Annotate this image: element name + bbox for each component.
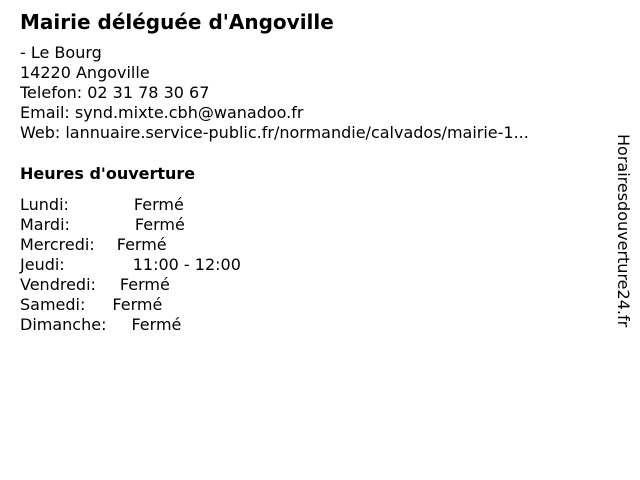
site-brand-vertical: Horairesdouverture24.fr xyxy=(614,134,633,328)
hours-value: Fermé xyxy=(112,295,163,314)
email-line[interactable]: Email: synd.mixte.cbh@wanadoo.fr xyxy=(20,103,304,122)
opening-hours-list xyxy=(20,195,241,335)
page-title: Mairie déléguée d'Angoville xyxy=(20,10,334,34)
phone-line[interactable]: Telefon: 02 31 78 30 67 xyxy=(20,83,210,102)
hours-row-thursday xyxy=(20,255,241,275)
hours-row-friday xyxy=(20,275,241,295)
hours-value: Fermé xyxy=(131,315,182,334)
hours-value: Fermé xyxy=(134,215,185,234)
opening-hours-heading: Heures d'ouverture xyxy=(20,164,196,183)
day-label: Mardi: xyxy=(20,215,70,234)
hours-row-tuesday xyxy=(20,215,241,235)
day-label: Vendredi: xyxy=(20,275,96,294)
hours-row-sunday xyxy=(20,315,241,335)
day-label: Jeudi: xyxy=(20,255,65,274)
street-line: - Le Bourg xyxy=(20,43,102,62)
day-label: Dimanche: xyxy=(20,315,107,334)
address-block xyxy=(20,43,529,143)
day-label: Mercredi: xyxy=(20,235,95,254)
hours-row-wednesday xyxy=(20,235,241,255)
hours-value: Fermé xyxy=(119,275,170,294)
day-label: Lundi: xyxy=(20,195,69,214)
hours-row-monday xyxy=(20,195,241,215)
hours-value: 11:00 - 12:00 xyxy=(132,255,241,274)
web-line[interactable]: Web: lannuaire.service-public.fr/normandie/calvados/mairie-1... xyxy=(20,123,529,142)
hours-value: Fermé xyxy=(133,195,184,214)
city-line: 14220 Angoville xyxy=(20,63,150,82)
hours-row-saturday xyxy=(20,295,241,315)
hours-value: Fermé xyxy=(116,235,167,254)
day-label: Samedi: xyxy=(20,295,86,314)
